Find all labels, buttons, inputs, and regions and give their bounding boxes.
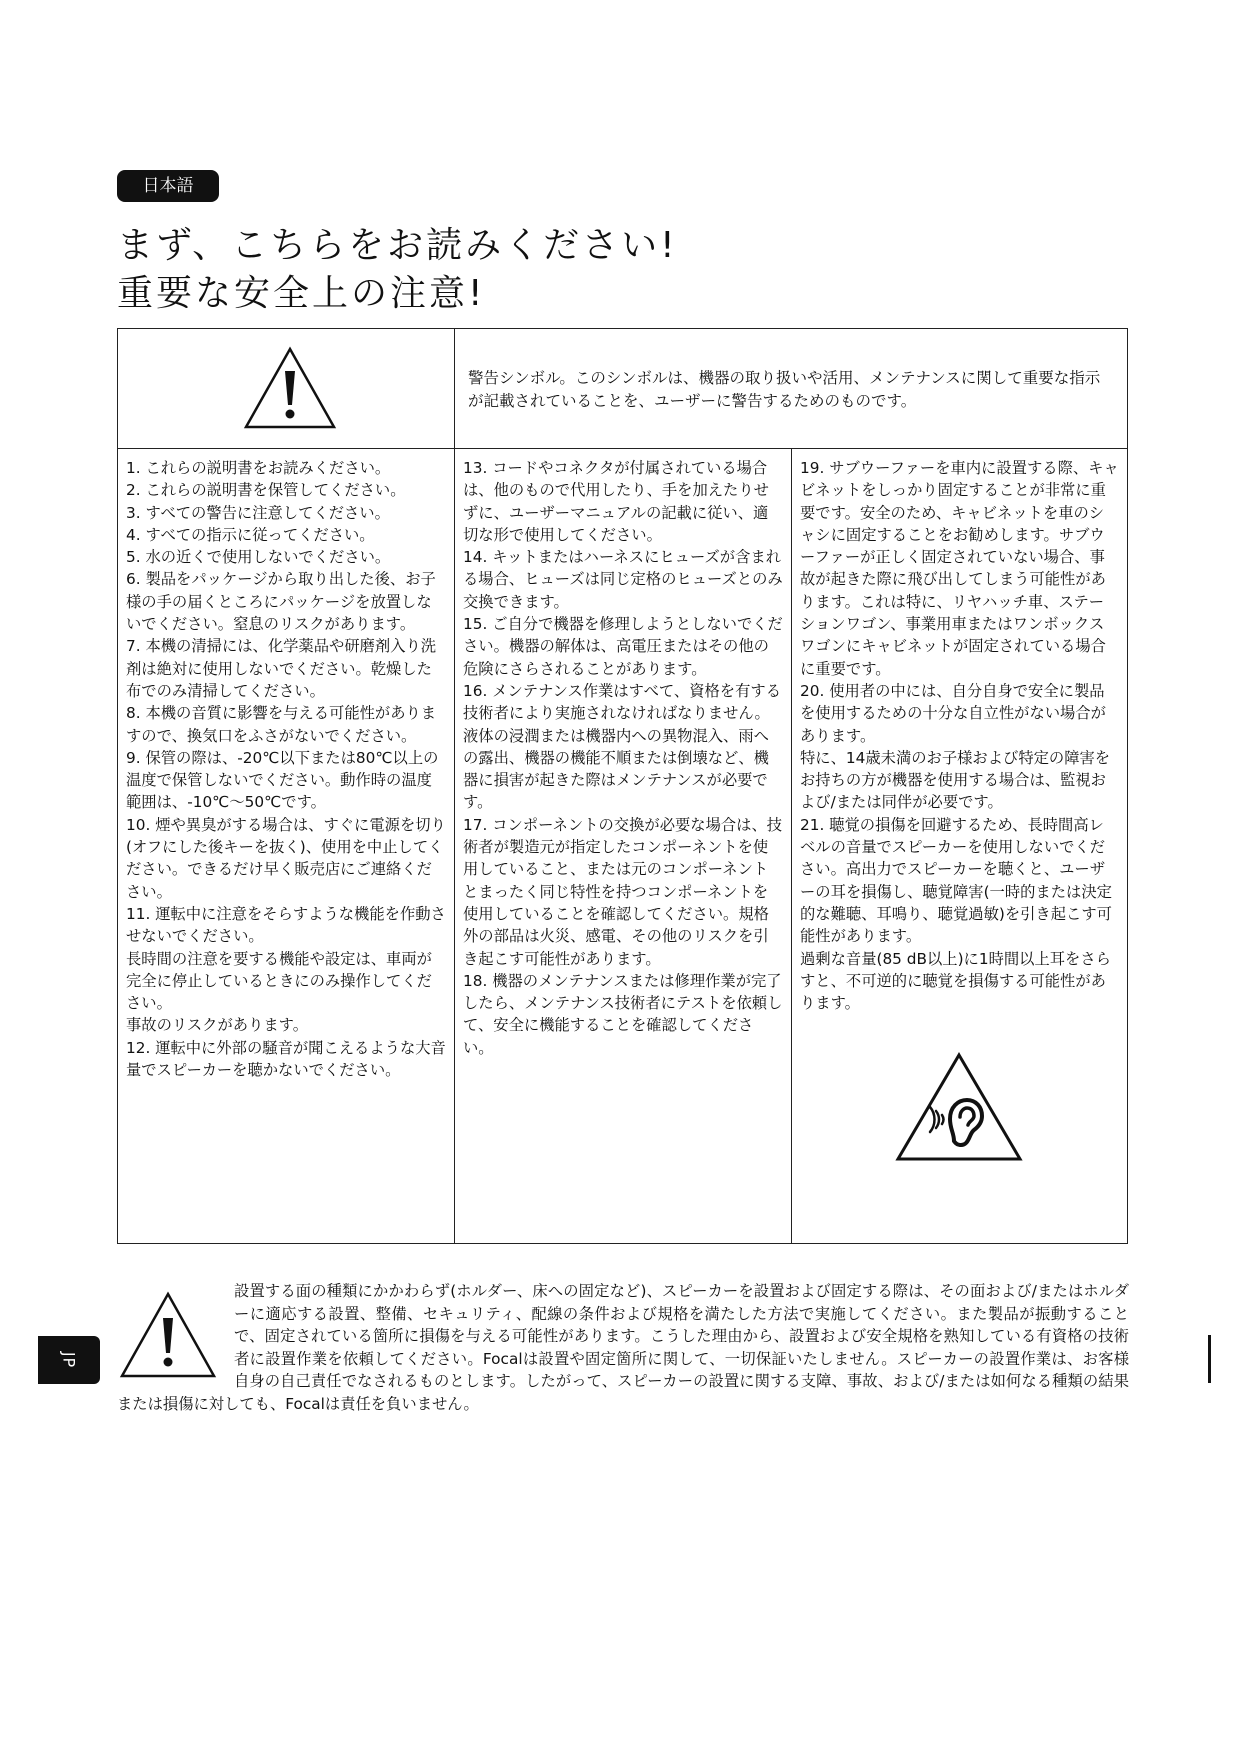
instruction-item: 5. 水の近くで使用しないでください。 bbox=[126, 548, 391, 567]
instruction-item: 7. 本機の清掃には、化学薬品や研磨剤入り洗剤は絶対に使用しないでください。乾燥した布でのみ清掃してください。 bbox=[126, 637, 437, 700]
instruction-item: 18. 機器のメンテナンスまたは修理作業が完了したら、メンテナンス技術者にテストを依頼して、安全に機能することを確認してください。 bbox=[463, 971, 783, 1057]
instruction-item: 15. ご自分で機器を修理しようとしないでください。機器の解体は、高電圧またはその他の危険にさらされることがあります。 bbox=[463, 615, 783, 678]
instruction-item: 2. これらの説明書を保管してください。 bbox=[126, 481, 406, 500]
instruction-item: 8. 本機の音質に影響を与える可能性がありますので、換気口をふさがないでください。 bbox=[126, 704, 437, 745]
language-badge: 日本語 bbox=[117, 170, 219, 202]
page-title bbox=[117, 222, 678, 318]
safety-table bbox=[117, 328, 1128, 1244]
instruction-item: 4. すべての指示に従ってください。 bbox=[126, 525, 375, 544]
instruction-item: 19. サブウーファーを車内に設置する際、キャビネットをしっかり固定することが非常に重要です。安全のため、キャビネットを車のシャシに固定することをお勧めします。サブウーファーが正しく固定されていない場合、事故が起きた際に飛び出してしまう可能性があります。これは特に、リヤハッチ車、ステーションワゴン、事業用車またはワンボックスワゴンにキャビネットが固定されている場合に重要です。 bbox=[800, 459, 1119, 678]
instruction-item: 21. 聴覚の損傷を回避するため、長時間高レベルの音量でスピーカーを使用しないでください。高出力でスピーカーを聴くと、ユーザーの耳を損傷し、聴覚障害(一時的または決定的な難聴、耳鳴り、聴覚過敏)を引き起こす可能性があります。 bbox=[800, 815, 1112, 946]
instruction-item: 9. 保管の際は、-20℃以下または80℃以上の温度で保管しないでください。動作時の温度範囲は、-10℃〜50℃です。 bbox=[126, 748, 439, 812]
instruction-item: 13. コードやコネクタが付属されている場合は、他のもので代用したり、手を加えたりせずに、ユーザーマニュアルの記載に従い、適切な形で使用してください。 bbox=[463, 459, 769, 544]
side-tab-label: JP bbox=[59, 1351, 79, 1369]
title-line-2: 重要な安全上の注意! bbox=[117, 273, 486, 314]
instruction-item: 14. キットまたはハーネスにヒューズが含まれる場合、ヒューズは同じ定格のヒューズとのみ交換できます。 bbox=[463, 548, 783, 611]
instruction-item: 1. これらの説明書をお読みください。 bbox=[126, 459, 391, 477]
instructions-column-3 bbox=[792, 449, 1127, 1243]
language-side-tab bbox=[38, 1336, 100, 1384]
hearing-warning-icon bbox=[892, 1049, 1026, 1165]
instruction-item: 特に、14歳未満のお子様および特定の障害をお持ちの方が機器を使用する場合は、監視および/または同伴が必要です。 bbox=[800, 748, 1111, 812]
warning-symbol-cell bbox=[118, 329, 455, 448]
instruction-item: 12. 運転中に外部の騒音が聞こえるような大音量でスピーカーを聴かないでください。 bbox=[126, 1038, 446, 1080]
warning-triangle-icon bbox=[242, 345, 338, 431]
warning-symbol-row bbox=[118, 329, 1127, 449]
instruction-item: 6. 製品をパッケージから取り出した後、お子様の手の届くところにパッケージを放置しないでください。窒息のリスクがあります。 bbox=[126, 570, 436, 634]
instruction-item: 20. 使用者の中には、自分自身で安全に製品を使用するための十分な自立性がない場合があります。 bbox=[800, 681, 1106, 745]
instructions-column-2 bbox=[455, 449, 792, 1243]
instruction-item: 10. 煙や異臭がする場合は、すぐに電源を切り(オフにした後キーを抜く)、使用を中止してください。できるだけ早く販売店にご連絡ください。 bbox=[126, 815, 446, 901]
installation-notice bbox=[117, 1280, 1129, 1415]
edge-marker bbox=[1208, 1335, 1211, 1383]
instruction-item: 3. すべての警告に注意してください。 bbox=[126, 503, 390, 522]
instruction-item: 11. 運転中に注意をそらすような機能を作動させないでください。 bbox=[126, 904, 446, 946]
warning-symbol-description: 警告シンボル。このシンボルは、機器の取り扱いや活用、メンテナンスに関して重要な指示が記載されていることを、ユーザーに警告するためのものです。 bbox=[468, 369, 1101, 410]
instruction-item: 事故のリスクがあります。 bbox=[126, 1016, 309, 1035]
instructions-column-1 bbox=[118, 449, 455, 1243]
instruction-item: 17. コンポーネントの交換が必要な場合は、技術者が製造元が指定したコンポーネントを使用していること、または元のコンポーネントとまったく同じ特性を持つコンポーネントを使用していることを確認してください。規格外の部品は火災、感電、その他のリスクを引き起こす可能性があります。 bbox=[463, 815, 783, 968]
instruction-item: 過剰な音量(85 dB以上)に1時間以上耳をさらすと、不可逆的に聴覚を損傷する可能性があります。 bbox=[800, 949, 1111, 1013]
title-line-1: まず、こちらをお読みください! bbox=[117, 225, 678, 266]
instruction-item: 16. メンテナンス作業はすべて、資格を有する技術者により実施されなければなりません。液体の浸潤または機器内への異物混入、雨への露出、機器の機能不順または倒壊など、機器に損害が起きた際はメンテナンスが必要です。 bbox=[463, 681, 781, 812]
installation-notice-text: 設置する面の種類にかかわらず(ホルダー、床への固定など)、スピーカーを設置および固定する際は、その面および/またはホルダーに適応する設置、整備、セキュリティ、配線の条件および規格を満たした方法で実施してください。また製品が振動することで、固定されている箇所に損傷を与える可能性があります。こうした理由から、設置および安全規格を熟知している有資格の技術者に設置作業を依頼してください。Focalは設置や固定箇所に関して、一切保証いたしません。スピーカーの設置作業は、お客様自身の自己責任でなされるものとします。したがって、スピーカーの設置に関する支障、事故、および/または如何なる種類の結果または損傷に対しても、Focalは責任を負いません。 bbox=[117, 1282, 1129, 1413]
instruction-item: 長時間の注意を要する機能や設定は、車両が完全に停止しているときにのみ操作してください。 bbox=[126, 949, 432, 1013]
